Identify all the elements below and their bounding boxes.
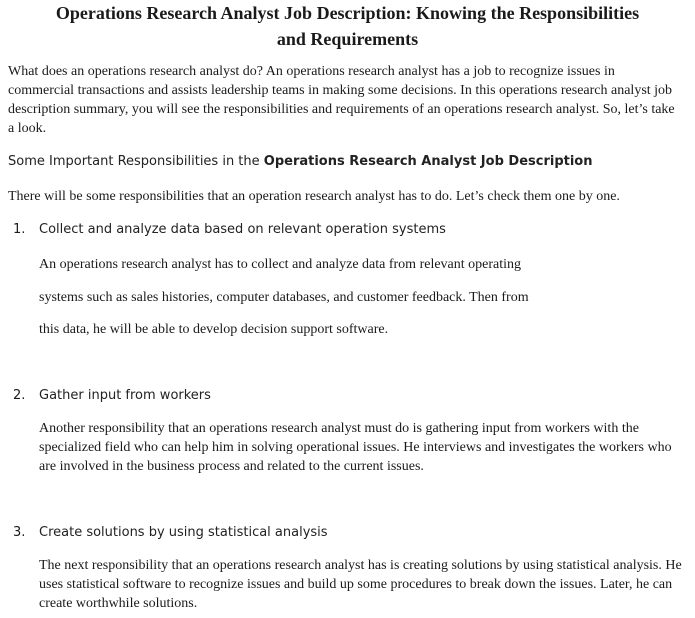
title-line-2: and Requirements [276, 29, 419, 49]
item-1-line-3: this data, he will be able to develop decision support software. [39, 322, 389, 337]
title-line-1: Operations Research Analyst Job Description: Knowing the Responsibilities [55, 3, 640, 23]
item-1-line-1: An operations research analyst has to collect and analyze data from relevant operating [39, 257, 522, 272]
item-1-line-2: systems such as sales histories, computer databases, and customer feedback. Then from [39, 290, 529, 305]
item-number-1: 1. [13, 222, 26, 237]
page-title [0, 0, 695, 52]
item-title-2: Gather input from workers [39, 388, 211, 403]
item-title-1: Collect and analyze data based on relevant operation systems [39, 222, 446, 237]
item-2-paragraph: Another responsibility that an operations research analyst must do is gathering input from workers with the specialized field who can help him in solving operational issues. He interviews and investigates the workers who are involved in the business process and related to the current issues. [39, 421, 672, 474]
section-intro: There will be some responsibilities that an operation research analyst has to do. Let’s check them one by one. [8, 189, 620, 204]
item-number-3: 3. [13, 525, 26, 540]
intro-paragraph: What does an operations research analyst do? An operations research analyst has a job to recognize issues in commercial transactions and assists leadership teams in making some decisions. In this operations research analyst job description summary, you will see the responsibilities and requirements of an operations research analyst. So, let’s take a look. [8, 64, 675, 136]
item-title-3: Create solutions by using statistical analysis [39, 525, 328, 540]
section-heading [8, 153, 688, 171]
section-heading-bold: Operations Research Analyst Job Description [263, 154, 593, 169]
item-3-paragraph: The next responsibility that an operations research analyst has is creating solutions by using statistical analysis. He uses statistical software to recognize issues and build up some procedures to break down the issues. Later, he can create worthwhile solutions. [39, 558, 682, 611]
section-heading-prefix: Some Important Responsibilities in the [8, 154, 264, 169]
item-number-2: 2. [13, 388, 26, 403]
